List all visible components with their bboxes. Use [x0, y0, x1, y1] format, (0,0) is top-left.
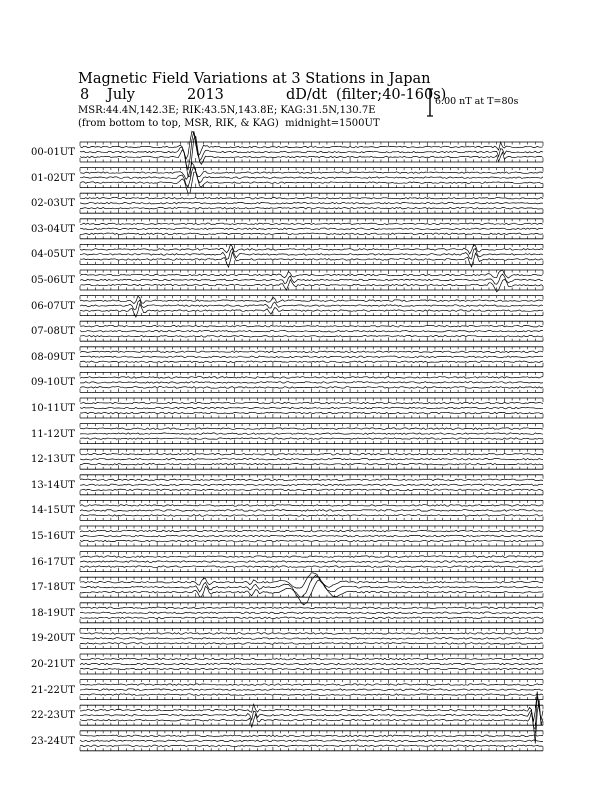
trace-msr — [80, 207, 543, 209]
trace-msr — [80, 438, 543, 440]
date-month: July — [107, 87, 135, 103]
trace-kag — [80, 428, 543, 430]
trace-kag — [80, 197, 543, 199]
trace-msr — [80, 489, 543, 491]
hour-label: 10-11UT — [31, 403, 75, 414]
trace-msr — [80, 694, 543, 696]
trace-rik — [80, 638, 543, 640]
chart-title: Magnetic Field Variations at 3 Stations in Japan — [78, 71, 431, 87]
trace-rik — [80, 228, 543, 230]
hour-label: 04-05UT — [31, 249, 75, 261]
trace-kag — [80, 402, 543, 404]
hour-label: 12-13UT — [31, 454, 75, 466]
trace-rik — [80, 202, 543, 204]
trace-msr — [80, 361, 543, 363]
trace-rik — [80, 382, 543, 384]
hour-label: 15-16UT — [31, 531, 75, 542]
trace-rik — [80, 535, 543, 537]
hour-label: 21-22UT — [31, 684, 75, 696]
trace-kag — [80, 505, 543, 507]
trace-msr — [80, 233, 543, 235]
trace-rik — [80, 561, 543, 563]
trace-msr — [80, 745, 543, 747]
trace-kag — [80, 377, 543, 379]
trace-msr — [80, 643, 543, 645]
trace-msr — [80, 540, 543, 542]
hour-label: 23-24UT — [31, 735, 75, 747]
trace-kag — [80, 658, 543, 660]
trace-msr — [80, 335, 543, 337]
trace-rik — [80, 131, 543, 170]
trace-msr — [80, 387, 543, 389]
trace-msr — [80, 566, 543, 568]
trace-rik — [80, 612, 543, 614]
date-year: 2013 — [187, 87, 224, 103]
trace-kag — [80, 479, 543, 481]
hour-label: 02-03UT — [31, 198, 75, 210]
trace-msr — [80, 617, 543, 619]
trace-msr — [80, 463, 543, 465]
hour-label: 17-18UT — [31, 582, 75, 594]
trace-kag — [80, 684, 543, 686]
trace-rik — [80, 689, 543, 691]
hour-label: 08-09UT — [31, 351, 75, 363]
filter-label: (filter;40-160s) — [336, 87, 447, 103]
hour-label: 22-23UT — [31, 710, 75, 722]
station-order-note: (from bottom to top, MSR, RIK, & KAG) midnight=1500UT — [78, 118, 380, 129]
trace-msr — [80, 412, 543, 414]
hour-label: 19-20UT — [31, 633, 75, 645]
trace-kag — [80, 607, 543, 609]
trace-rik — [80, 407, 543, 409]
trace-kag — [80, 633, 543, 635]
trace-msr — [80, 515, 543, 517]
trace-kag — [80, 453, 543, 455]
trace-rik — [80, 663, 543, 665]
hour-label: 16-17UT — [31, 556, 75, 568]
trace-rik — [80, 300, 543, 310]
hour-label: 03-04UT — [31, 223, 75, 235]
hour-label: 11-12UT — [31, 428, 75, 440]
trace-kag — [80, 325, 543, 327]
hour-label: 07-08UT — [31, 326, 75, 338]
trace-rik — [80, 433, 543, 435]
hour-label: 18-19UT — [31, 607, 75, 619]
hour-label: 06-07UT — [31, 300, 75, 312]
trace-rik — [80, 458, 543, 460]
trace-rik — [80, 740, 543, 742]
trace-msr — [80, 580, 543, 605]
trace-kag — [80, 351, 543, 353]
hour-label: 20-21UT — [31, 659, 75, 670]
trace-rik — [80, 510, 543, 512]
scale-bar-label: 6.00 nT at T=80s — [435, 96, 519, 107]
date-day: 8 — [80, 87, 90, 103]
trace-kag — [80, 530, 543, 532]
trace-rik — [80, 484, 543, 486]
trace-msr — [80, 668, 543, 670]
station-coordinates: MSR:44.4N,142.3E; RIK:43.5N,143.8E; KAG:31.5N,130.7E — [78, 105, 376, 116]
hour-label: 14-15UT — [31, 505, 75, 517]
trace-kag — [80, 735, 543, 737]
trace-kag — [80, 223, 543, 225]
hour-label: 01-02UT — [31, 172, 75, 184]
hour-label: 13-14UT — [31, 479, 75, 491]
hour-label: 00-01UT — [31, 147, 75, 158]
hour-label: 05-06UT — [31, 275, 75, 286]
trace-rik — [80, 330, 543, 332]
trace-rik — [80, 356, 543, 358]
quantity-label: dD/dt — [286, 87, 327, 103]
hour-label: 09-10UT — [31, 377, 75, 389]
trace-kag — [80, 556, 543, 558]
trace-msr — [80, 172, 543, 193]
